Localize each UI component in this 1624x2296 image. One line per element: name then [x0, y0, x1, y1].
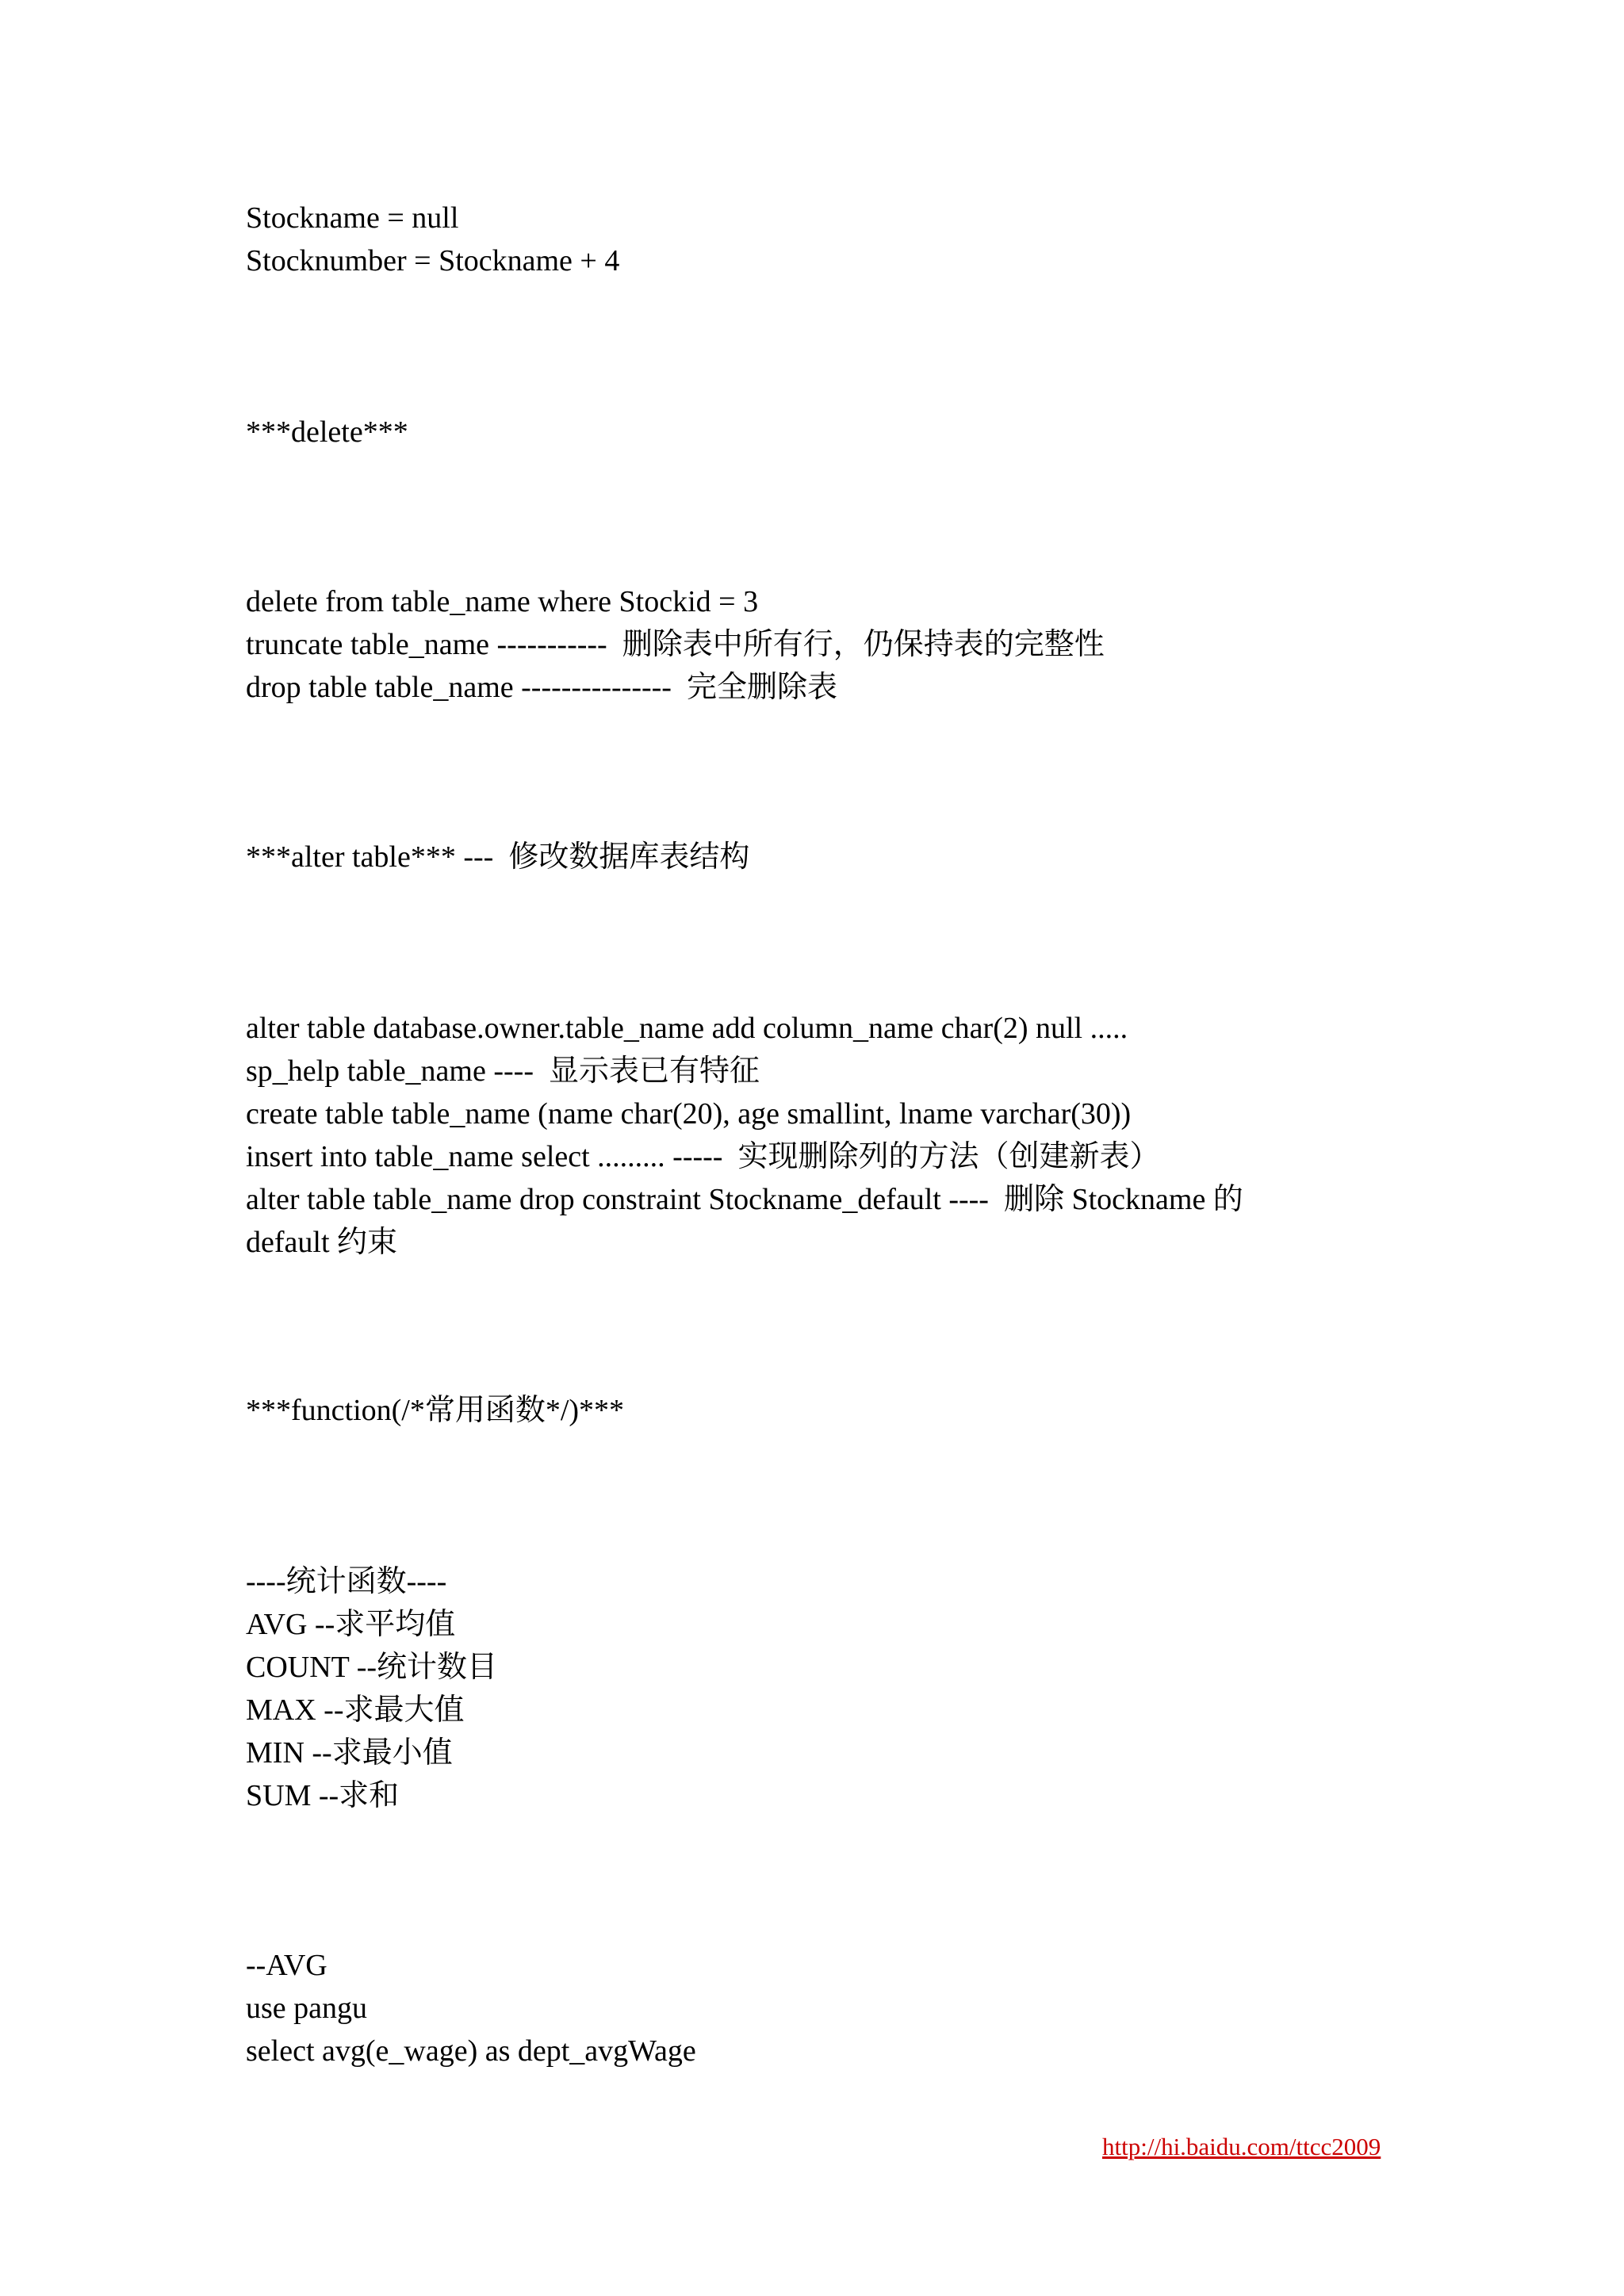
text-line-stat-functions-heading: ----统计函数----	[246, 1565, 447, 1598]
section-heading-function: ***function(/*常用函数*/)***	[246, 1394, 625, 1427]
text-line-drop-table: drop table table_name --------------- 完全删除表	[246, 671, 837, 704]
text-line-stocknumber: Stocknumber = Stockname + 4	[246, 244, 620, 277]
text-line-sum: SUM --求和	[246, 1779, 400, 1812]
text-line-insert-into: insert into table_name select ......... ----- 实现删除列的方法（创建新表）	[246, 1140, 1160, 1173]
text-line-avg: AVG --求平均值	[246, 1608, 456, 1641]
text-line-truncate: truncate table_name ----------- 删除表中所有行，仍保持表的完整性	[246, 628, 1105, 661]
text-line-avg-comment: --AVG	[246, 1949, 327, 1982]
text-line-alter-add-column: alter table database.owner.table_name add column_name char(2) null .....	[246, 1012, 1128, 1045]
footer-url-link[interactable]: http://hi.baidu.com/ttcc2009	[1102, 2133, 1381, 2160]
text-line-default-constraint: default 约束	[246, 1226, 398, 1259]
text-line-min: MIN --求最小值	[246, 1736, 453, 1770]
text-line-stockname-null: Stockname = null	[246, 201, 459, 235]
text-line-create-table: create table table_name (name char(20), age smallint, lname varchar(30))	[246, 1097, 1132, 1131]
text-line-max: MAX --求最大值	[246, 1693, 465, 1727]
text-line-count: COUNT --统计数目	[246, 1651, 498, 1684]
section-heading-alter-table: ***alter table*** --- 修改数据库表结构	[246, 840, 750, 874]
text-line-alter-drop-constraint: alter table table_name drop constraint Stockname_default ---- 删除 Stockname 的	[246, 1183, 1243, 1216]
text-line-use-pangu: use pangu	[246, 1992, 368, 2025]
text-line-select-avg: select avg(e_wage) as dept_avgWage	[246, 2034, 696, 2068]
text-line-delete-from: delete from table_name where Stockid = 3	[246, 585, 759, 618]
text-line-sp-help: sp_help table_name ---- 显示表已有特征	[246, 1054, 760, 1088]
section-heading-delete: ***delete***	[246, 415, 408, 449]
